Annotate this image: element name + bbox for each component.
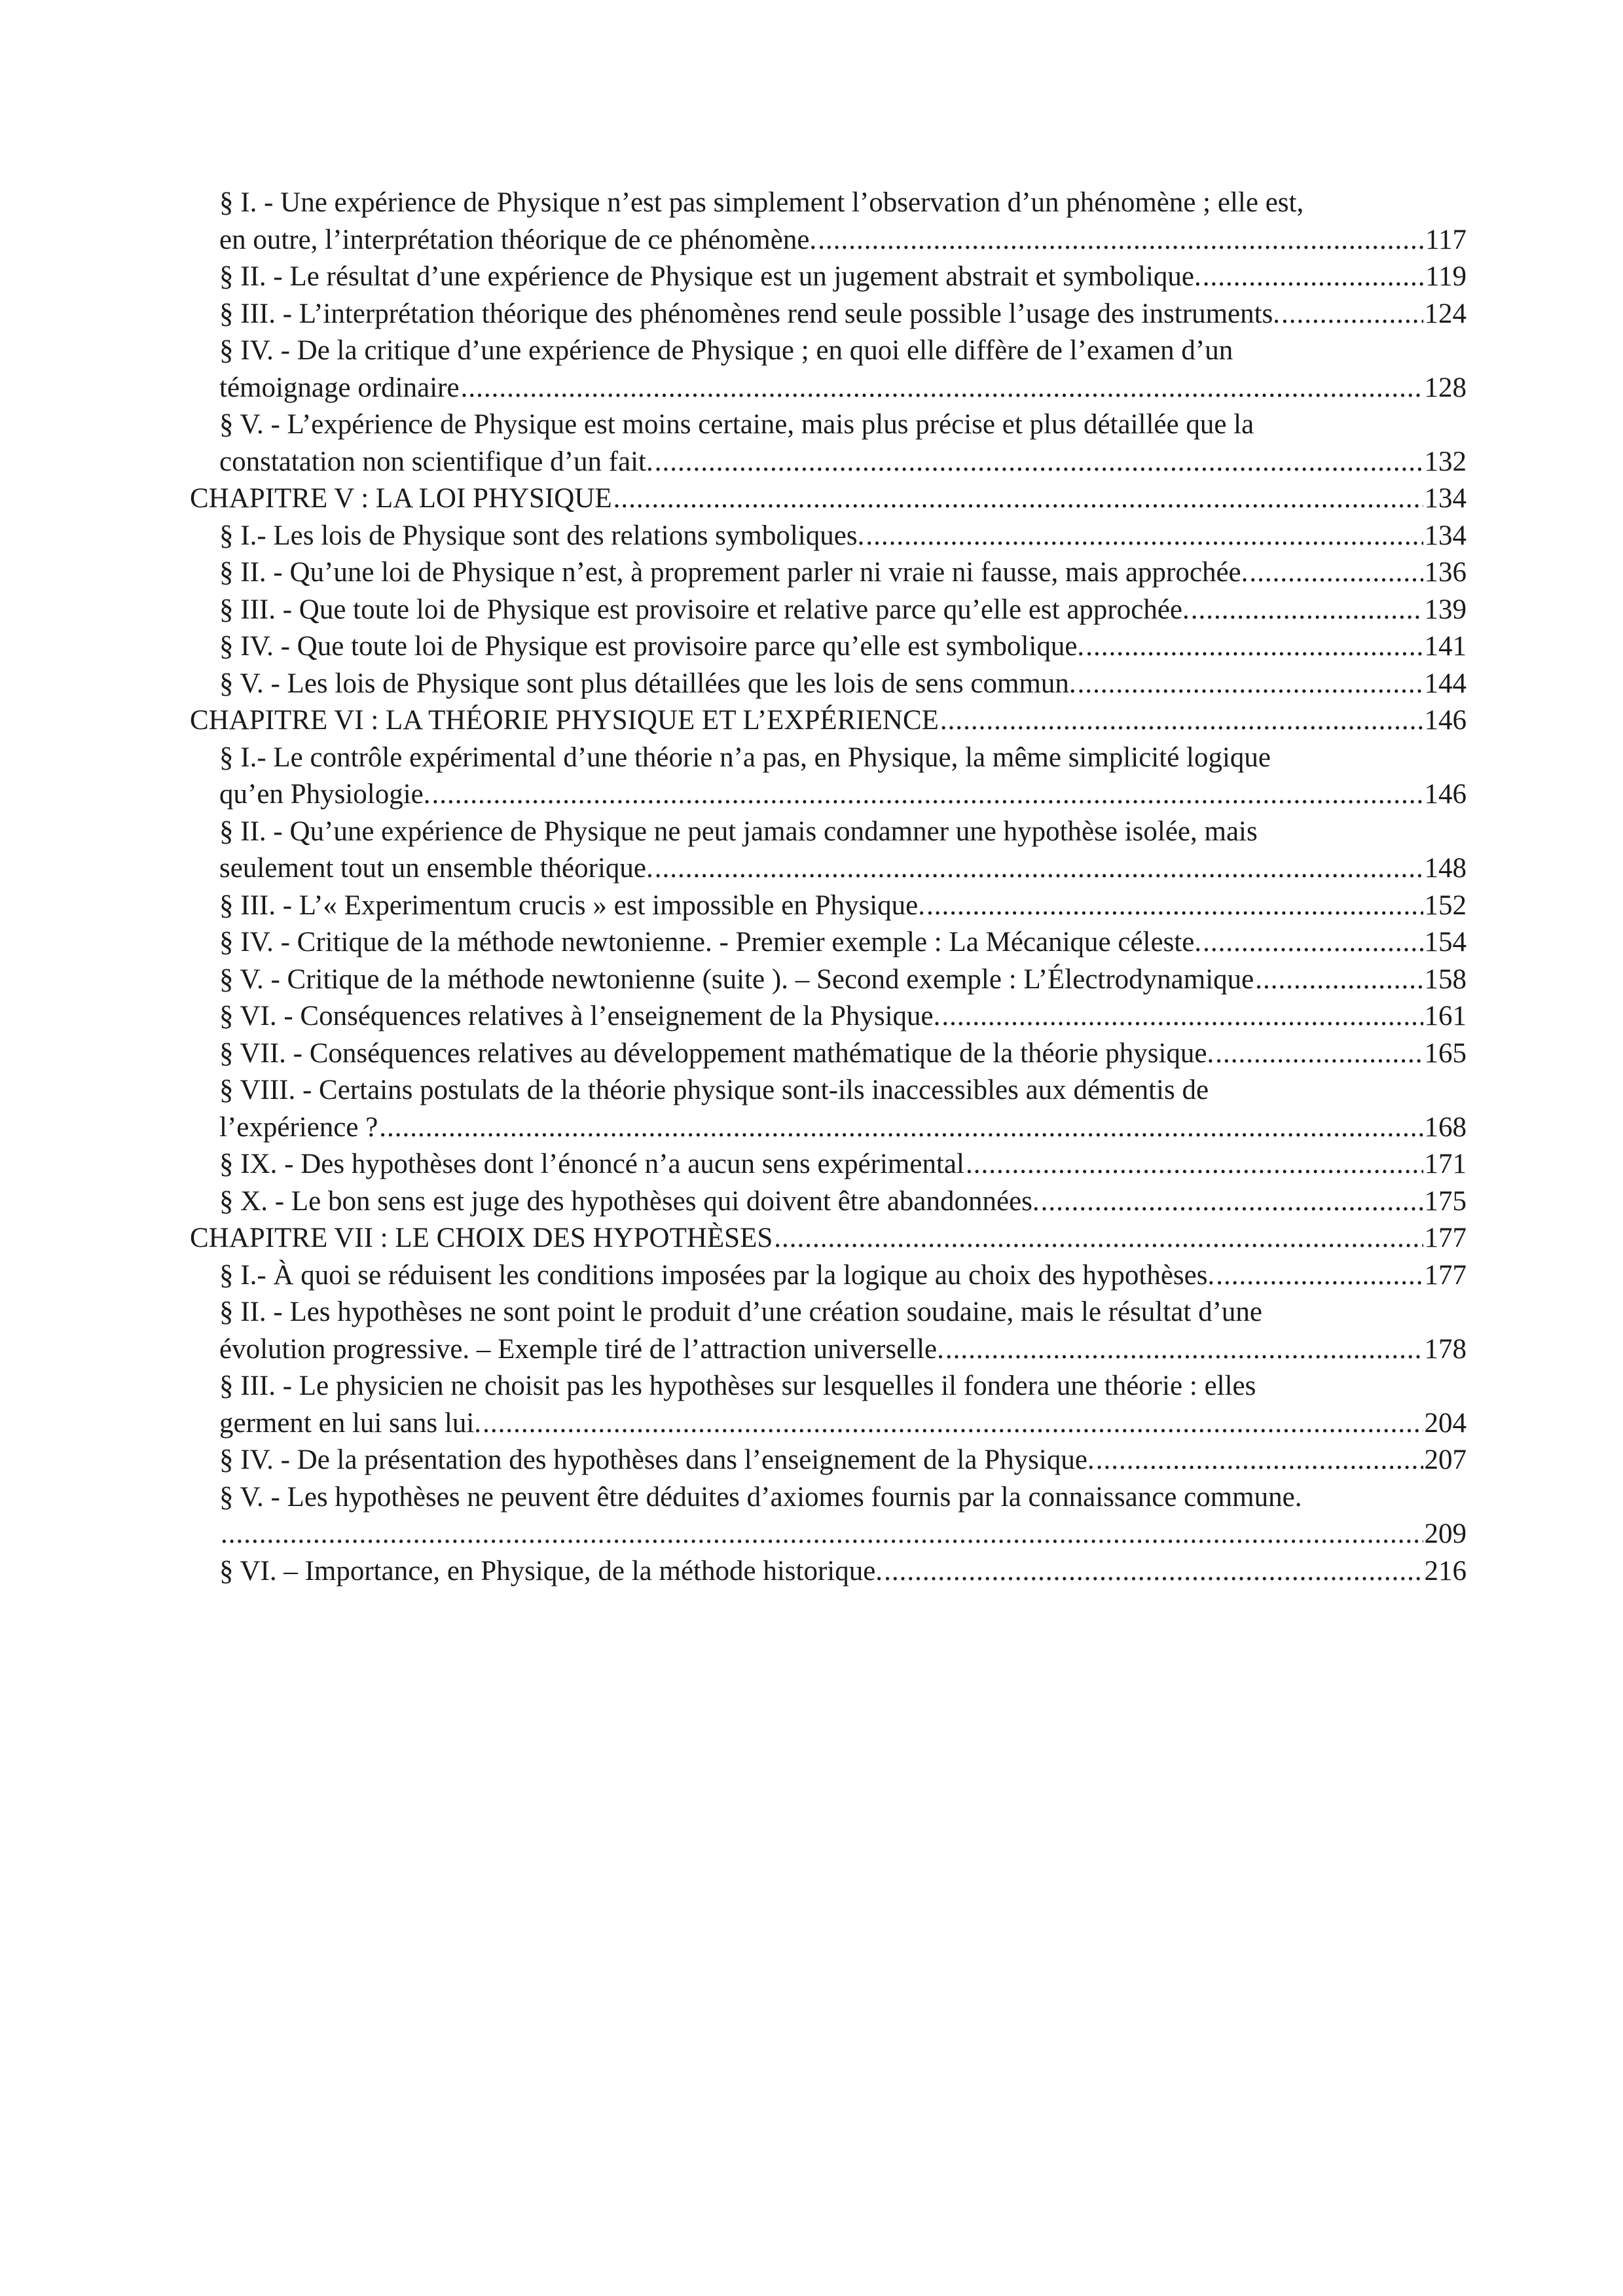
toc-entry-title: § III. - Que toute loi de Physique est provisoire et relative parce qu’elle est approchée. <box>219 594 1190 625</box>
toc-entry-title: § II. - Le résultat d’une expérience de Physique est un jugement abstrait et symbolique. <box>219 261 1201 292</box>
toc-page-number: 154 <box>1424 927 1467 958</box>
toc-entry-last-line <box>219 1257 1467 1295</box>
toc-page-number: 146 <box>1424 779 1467 810</box>
dot-leader <box>966 1146 1423 1183</box>
dot-leader <box>461 370 1423 407</box>
dot-leader <box>884 1553 1423 1590</box>
dot-leader <box>613 480 1423 518</box>
toc-page-number: 152 <box>1424 889 1467 921</box>
toc-entry-last-line <box>190 1220 1467 1257</box>
toc-page-number: 165 <box>1424 1037 1467 1069</box>
dot-leader <box>1041 1183 1423 1221</box>
toc-section-entry[interactable] <box>219 1368 1467 1442</box>
dot-leader <box>1216 1257 1423 1295</box>
toc-chapter-entry[interactable] <box>190 480 1467 518</box>
toc-section-entry[interactable] <box>219 1553 1467 1590</box>
toc-section-entry[interactable] <box>219 1442 1467 1479</box>
toc-section-entry[interactable] <box>219 592 1467 629</box>
toc-page-number: 128 <box>1424 372 1467 403</box>
toc-entry-last-line <box>219 444 1467 481</box>
toc-entry-last-line <box>219 554 1467 592</box>
toc-entry-title: § V. - Critique de la méthode newtonienne (suite ). – Second exemple : L’Électrodynamique <box>219 963 1254 995</box>
toc-entry-title: en outre, l’interprétation théorique de ce phénomène. <box>219 224 817 255</box>
toc-page-number: 117 <box>1425 224 1467 255</box>
toc-chapter-entry[interactable] <box>190 1220 1467 1257</box>
toc-page-number: 209 <box>1424 1518 1467 1549</box>
toc-entry-last-line <box>219 888 1467 925</box>
toc-entry-last-line <box>219 1109 1467 1147</box>
toc-entry-title: § VII. - Conséquences relatives au développement mathématique de la théorie physique. <box>219 1037 1214 1069</box>
toc-entry-text-line: § V. - L’expérience de Physique est moins certaine, mais plus précise et plus détaillée que la <box>219 409 1254 440</box>
toc-entry-text-line: § I.- Le contrôle expérimental d’une théorie n’a pas, en Physique, la même simplicité logique <box>219 742 1271 773</box>
toc-entry-title: § IV. - Critique de la méthode newtonienne. - Premier exemple : La Mécanique céleste. <box>219 927 1202 958</box>
toc-entry-last-line <box>219 1331 1467 1369</box>
toc-entry-text-line: § II. - Qu’une expérience de Physique ne peut jamais condamner une hypothèse isolée, mais <box>219 816 1258 847</box>
toc-entry-last-line <box>219 1442 1467 1479</box>
dot-leader <box>483 1405 1423 1443</box>
dot-leader <box>221 1516 1423 1553</box>
toc-entry-last-line <box>219 259 1467 296</box>
toc-entry-text-line: § III. - Le physicien ne choisit pas les hypothèses sur lesquelles il fondera une théorie : elles <box>219 1371 1256 1401</box>
toc-entry-last-line <box>219 296 1467 333</box>
toc-entry-last-line <box>219 222 1467 259</box>
dot-leader <box>655 850 1423 888</box>
toc-page-number: 207 <box>1424 1444 1467 1475</box>
dot-leader <box>1096 1442 1423 1479</box>
toc-entry-text-line: § IV. - De la critique d’une expérience de Physique ; en quoi elle diffère de l’examen d’un <box>219 335 1233 366</box>
toc-section-entry[interactable] <box>219 888 1467 925</box>
toc-entry-last-line <box>219 370 1467 407</box>
toc-page-number: 141 <box>1424 631 1467 662</box>
toc-entry-title: § X. - Le bon sens est juge des hypothèses qui doivent être abandonnées. <box>219 1185 1040 1217</box>
toc-page-number: 139 <box>1424 594 1467 625</box>
toc-entry-title: § I.- À quoi se réduisent les conditions imposées par la logique au choix des hypothèses. <box>219 1259 1215 1291</box>
toc-section-entry[interactable] <box>219 961 1467 999</box>
toc-page-number: 175 <box>1424 1185 1467 1217</box>
toc-section-entry[interactable] <box>219 1146 1467 1183</box>
dot-leader <box>1255 961 1423 999</box>
toc-page-number: 132 <box>1424 446 1467 477</box>
toc-section-entry[interactable] <box>219 185 1467 259</box>
toc-entry-title: évolution progressive. – Exemple tiré de l’attraction universelle. <box>219 1333 944 1365</box>
dot-leader <box>379 1109 1423 1147</box>
toc-entry-last-line <box>219 1035 1467 1073</box>
toc-entry-last-line <box>219 518 1467 555</box>
toc-entry-title: § I.- Les lois de Physique sont des relations symboliques. <box>219 520 865 551</box>
toc-entry-title: CHAPITRE V : LA LOI PHYSIQUE <box>190 483 612 514</box>
table-of-contents <box>190 185 1467 1590</box>
dot-leader <box>945 1331 1423 1369</box>
toc-entry-title: CHAPITRE VI : LA THÉORIE PHYSIQUE ET L’EXPÉRIENCE <box>190 705 939 736</box>
toc-section-entry[interactable] <box>219 998 1467 1035</box>
toc-page-number: 146 <box>1424 705 1467 736</box>
toc-section-entry[interactable] <box>219 259 1467 296</box>
toc-page-number: 178 <box>1424 1333 1467 1365</box>
toc-page-number: 124 <box>1424 298 1467 329</box>
toc-entry-last-line <box>219 1553 1467 1590</box>
toc-entry-text-line: § II. - Les hypothèses ne sont point le produit d’une création soudaine, mais le résultat d’une <box>219 1297 1262 1327</box>
toc-page-number: 161 <box>1424 1001 1467 1031</box>
dot-leader <box>655 444 1423 481</box>
toc-section-entry[interactable] <box>219 1072 1467 1146</box>
dot-leader <box>1249 554 1423 592</box>
toc-section-entry[interactable] <box>219 924 1467 961</box>
toc-page-number: 177 <box>1424 1259 1467 1291</box>
toc-page-number: 148 <box>1424 853 1467 884</box>
toc-entry-title: § VI. – Importance, en Physique, de la méthode historique. <box>219 1555 883 1587</box>
toc-entry-last-line <box>219 776 1467 814</box>
toc-section-entry[interactable] <box>219 666 1467 703</box>
toc-entry-last-line <box>219 1146 1467 1183</box>
toc-page-number: 134 <box>1424 520 1467 551</box>
toc-section-entry[interactable] <box>219 814 1467 888</box>
toc-entry-title: § V. - Les lois de Physique sont plus détaillées que les lois de sens commun. <box>219 668 1076 699</box>
toc-section-entry[interactable] <box>219 1257 1467 1295</box>
toc-entry-title: l’expérience ? <box>219 1111 378 1143</box>
toc-entry-text-line: § VIII. - Certains postulats de la théorie physique sont-ils inaccessibles aux démentis de <box>219 1075 1209 1105</box>
toc-entry-title: § VI. - Conséquences relatives à l’enseignement de la Physique. <box>219 1001 941 1031</box>
dot-leader <box>1203 924 1423 961</box>
toc-entry-text-line: § V. - Les hypothèses ne peuvent être déduites d’axiomes fournis par la connaissance commune. <box>219 1481 1302 1513</box>
toc-entry-last-line <box>219 961 1467 999</box>
toc-page-number: 168 <box>1424 1111 1467 1143</box>
toc-page-number: 216 <box>1424 1555 1467 1587</box>
dot-leader <box>866 518 1423 555</box>
dot-leader <box>1281 296 1423 333</box>
toc-page-number: 134 <box>1424 483 1467 514</box>
toc-entry-title: germent en lui sans lui. <box>219 1407 482 1439</box>
toc-section-entry[interactable] <box>219 332 1467 406</box>
dot-leader <box>431 776 1423 814</box>
toc-section-entry[interactable] <box>219 518 1467 555</box>
toc-entry-last-line <box>190 702 1467 740</box>
toc-entry-last-line <box>219 628 1467 666</box>
dot-leader <box>940 702 1423 740</box>
toc-section-entry[interactable] <box>219 1479 1467 1553</box>
toc-page-number: 119 <box>1425 261 1467 292</box>
toc-entry-last-line <box>219 850 1467 888</box>
dot-leader <box>941 998 1423 1035</box>
toc-entry-last-line <box>190 480 1467 518</box>
toc-entry-title: § III. - L’interprétation théorique des phénomènes rend seule possible l’usage des instruments. <box>219 298 1281 329</box>
dot-leader <box>818 222 1424 259</box>
toc-entry-title: § IV. - Que toute loi de Physique est provisoire parce qu’elle est symbolique. <box>219 631 1085 662</box>
toc-page-number: 144 <box>1424 668 1467 699</box>
dot-leader <box>1085 628 1423 666</box>
toc-page-number: 204 <box>1424 1407 1467 1439</box>
toc-section-entry[interactable] <box>219 296 1467 333</box>
toc-entry-last-line <box>219 592 1467 629</box>
toc-chapter-entry[interactable] <box>190 702 1467 740</box>
toc-entry-title: seulement tout un ensemble théorique. <box>219 853 653 884</box>
toc-entry-last-line <box>219 924 1467 961</box>
toc-entry-title: constatation non scientifique d’un fait. <box>219 446 653 477</box>
toc-section-entry[interactable] <box>219 628 1467 666</box>
toc-section-entry[interactable] <box>219 1183 1467 1221</box>
dot-leader <box>1215 1035 1423 1073</box>
toc-entry-title: § IX. - Des hypothèses dont l’énoncé n’a aucun sens expérimental <box>219 1149 964 1179</box>
dot-leader <box>1078 666 1423 703</box>
toc-section-entry[interactable] <box>219 1294 1467 1368</box>
toc-entry-title: témoignage ordinaire <box>219 372 460 403</box>
dot-leader <box>926 888 1423 925</box>
toc-entry-title: § III. - L’« Experimentum crucis » est impossible en Physique. <box>219 889 926 921</box>
toc-page-number: 171 <box>1424 1149 1467 1179</box>
dot-leader <box>1191 592 1423 629</box>
toc-entry-last-line <box>219 1516 1467 1553</box>
toc-section-entry[interactable] <box>219 1035 1467 1073</box>
toc-entry-last-line <box>219 1183 1467 1221</box>
toc-entry-title: § II. - Qu’une loi de Physique n’est, à proprement parler ni vraie ni fausse, mais approchée. <box>219 557 1249 588</box>
toc-entry-last-line <box>219 1405 1467 1443</box>
toc-page-number: 177 <box>1424 1223 1467 1253</box>
toc-entry-title: qu’en Physiologie. <box>219 779 431 810</box>
toc-section-entry[interactable] <box>219 740 1467 814</box>
dot-leader <box>774 1220 1423 1257</box>
toc-page-number: 158 <box>1424 963 1467 995</box>
toc-entry-last-line <box>219 998 1467 1035</box>
toc-section-entry[interactable] <box>219 406 1467 480</box>
toc-page-number: 136 <box>1424 557 1467 588</box>
dot-leader <box>1203 259 1424 296</box>
toc-entry-last-line <box>219 666 1467 703</box>
toc-section-entry[interactable] <box>219 554 1467 592</box>
toc-entry-title: § IV. - De la présentation des hypothèses dans l’enseignement de la Physique. <box>219 1444 1095 1475</box>
toc-entry-title: CHAPITRE VII : LE CHOIX DES HYPOTHÈSES <box>190 1223 773 1253</box>
toc-entry-text-line: § I. - Une expérience de Physique n’est pas simplement l’observation d’un phénomène ; elle est, <box>219 187 1304 218</box>
